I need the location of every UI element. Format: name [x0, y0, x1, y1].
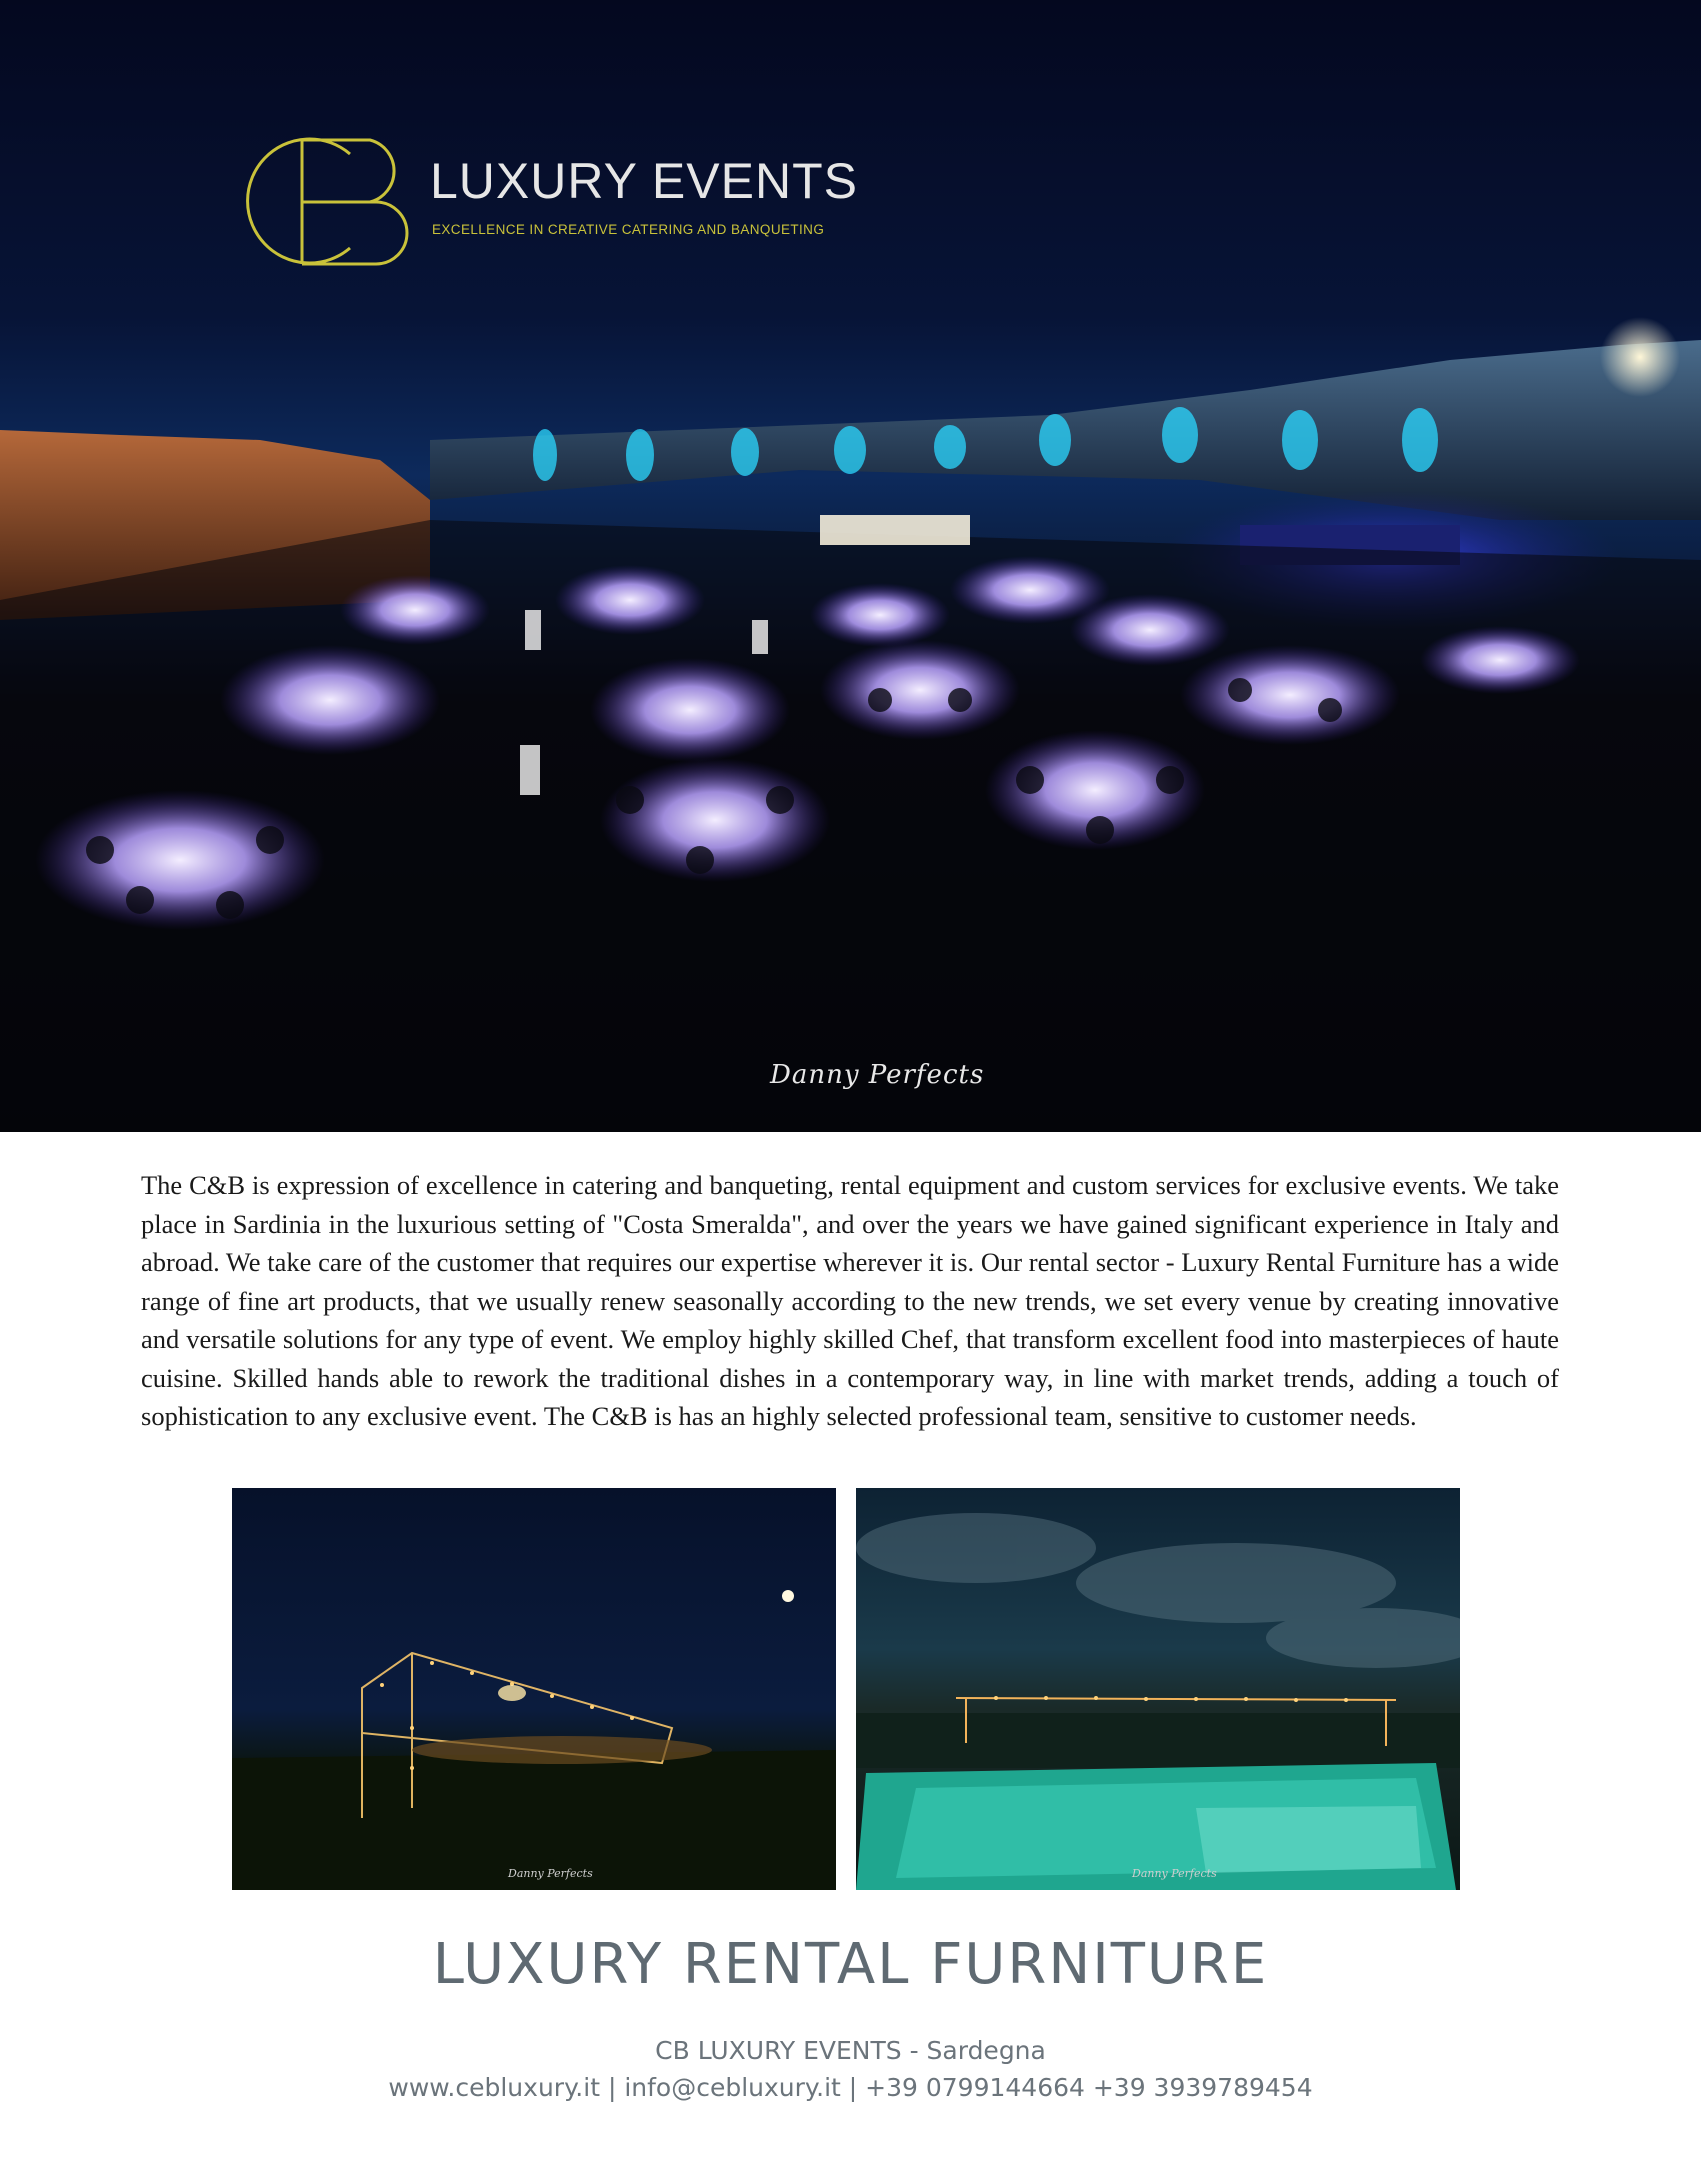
brand-logo	[230, 130, 858, 280]
brand-tagline: EXCELLENCE IN CREATIVE CATERING AND BANQUETING	[432, 222, 825, 237]
brand-name: LUXURY EVENTS	[430, 153, 858, 209]
photo-pool-dinner	[856, 1488, 1460, 1890]
intro-paragraph: The C&B is expression of excellence in catering and banqueting, rental equipment and custom services for exclusive events. We take place in Sardinia in the luxurious setting of "Costa Smeralda", and over the years we have gained significant experience in Italy and abroad. We take care of the customer that requires our expertise wherever it is. Our rental sector - Luxury Rental Furniture has a wide range of fine art products, that we usually renew seasonally according to the new trends, we set every venue by creating innovative and versatile solutions for any type of event. We employ highly skilled Chef, that transform excellent food into masterpieces of haute cuisine. Skilled hands able to rework the traditional dishes in a contemporary way, in line with market trends, adding a touch of sophistication to any exclusive event. The C&B is has an highly selected professional team, sensitive to customer needs.	[141, 1170, 1559, 1431]
buffet-table	[820, 515, 970, 545]
pergola-scene	[232, 1488, 836, 1890]
section-title: LUXURY RENTAL FURNITURE	[432, 1932, 1269, 1997]
company-line: CB LUXURY EVENTS - Sardegna	[655, 2036, 1046, 2065]
contact-line[interactable]: www.cebluxury.it | info@cebluxury.it | +39 0799144664 +39 3939789454	[388, 2073, 1313, 2102]
photo-left-signature: Danny Perfects	[508, 1867, 593, 1880]
photo-pergola-dinner	[232, 1488, 836, 1890]
photo-right-signature: Danny Perfects	[1132, 1867, 1217, 1880]
photographer-signature: Danny Perfects	[770, 1060, 985, 1090]
cb-monogram-icon	[230, 130, 420, 280]
lamp-light	[1600, 317, 1680, 397]
pool-scene	[856, 1488, 1460, 1890]
